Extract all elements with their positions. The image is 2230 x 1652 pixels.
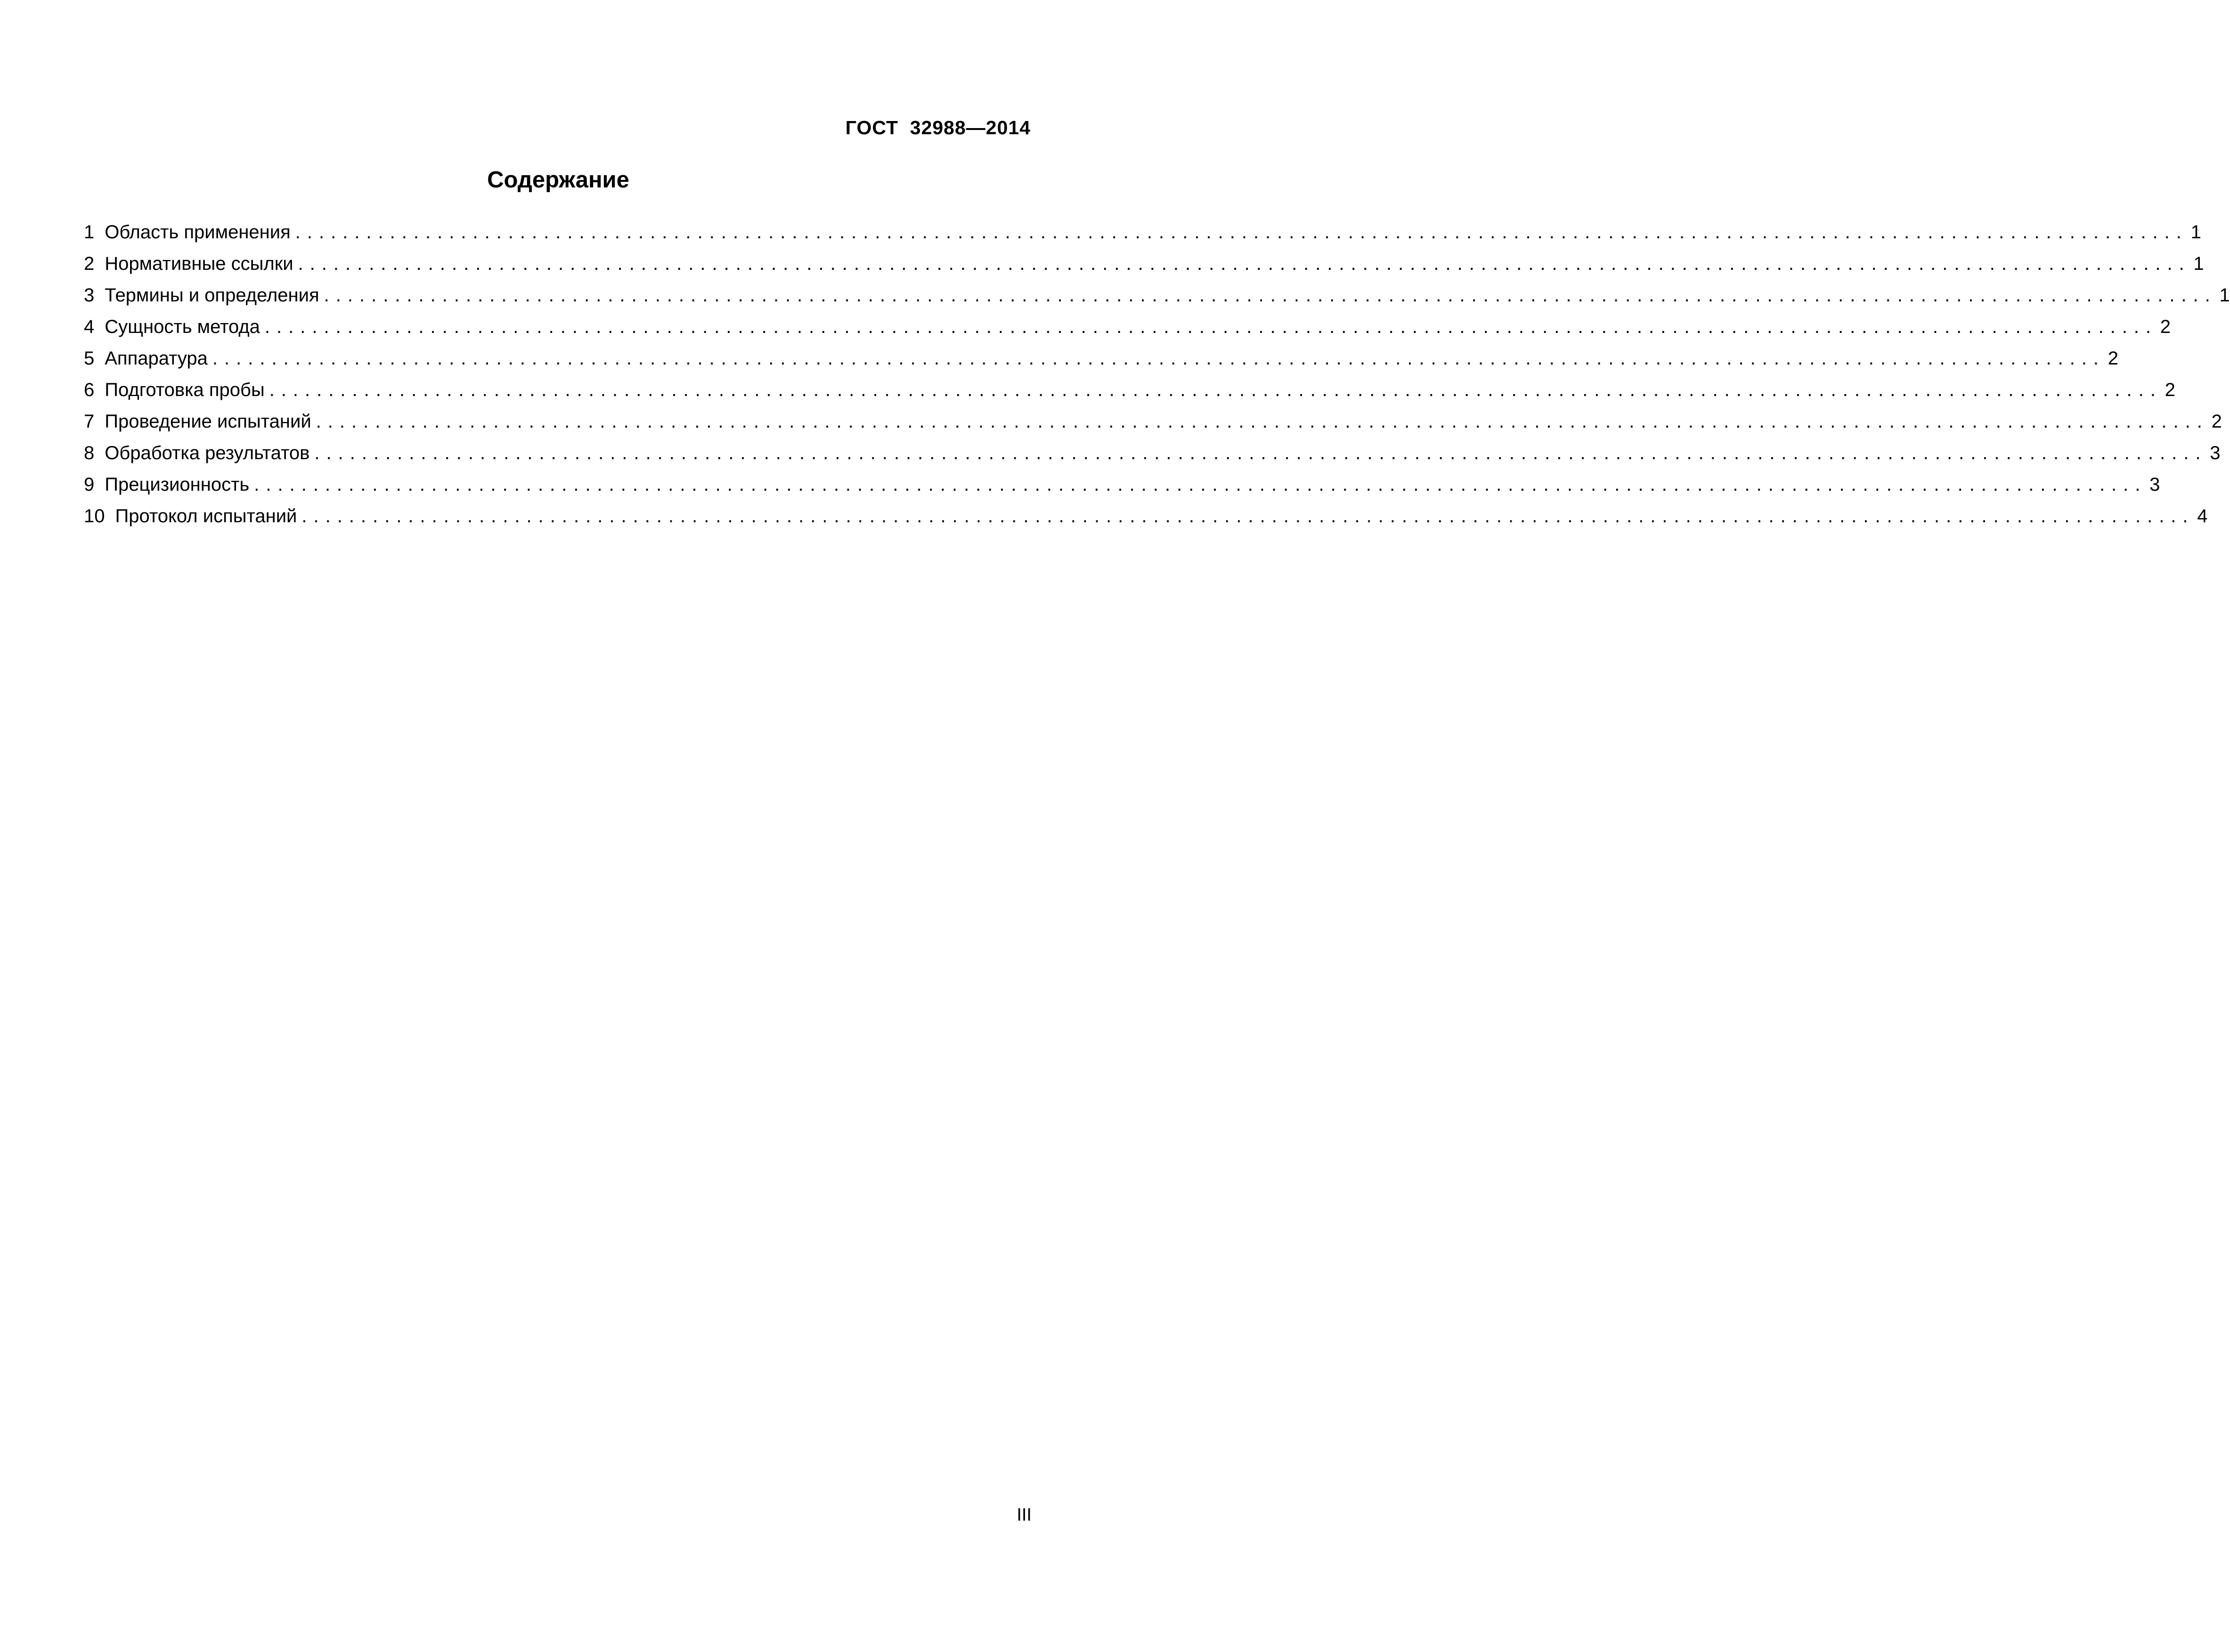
toc-entry[interactable] xyxy=(84,217,2201,248)
toc-entry-title: Проведение испытаний xyxy=(105,411,311,432)
toc-dot-leader: ................................................................................................................................................................ xyxy=(212,348,2106,369)
toc-entry-number: 6 xyxy=(84,380,95,400)
toc-entry-title: Аппаратура xyxy=(105,348,208,369)
toc-entry[interactable] xyxy=(84,374,2175,406)
page-number: III xyxy=(1017,1505,1032,1525)
toc-entry-number: 4 xyxy=(84,316,95,337)
toc-dot-leader: ................................................................................................................................................................ xyxy=(316,411,2209,432)
toc-entry-number: 7 xyxy=(84,411,95,432)
toc-entry-page: 2 xyxy=(2211,411,2222,432)
toc-entry-title: Термины и определения xyxy=(105,285,319,306)
toc-entry[interactable] xyxy=(84,469,2160,501)
toc-entry-page: 3 xyxy=(2149,474,2160,495)
toc-dot-leader: ................................................................................................................................................................ xyxy=(254,474,2147,495)
toc-entry-page: 3 xyxy=(2210,443,2221,463)
toc-entry-title: Область применения xyxy=(105,222,291,243)
toc-dot-leader: ................................................................................................................................................................ xyxy=(301,506,2195,526)
toc-entry-number: 2 xyxy=(84,253,95,274)
toc-dot-leader: ................................................................................................................................................................ xyxy=(269,380,2162,400)
toc-entry-page: 1 xyxy=(2190,222,2201,243)
table-of-contents xyxy=(84,217,2230,532)
toc-entry-page: 1 xyxy=(2193,253,2204,274)
toc-entry-number: 5 xyxy=(84,348,95,369)
toc-dot-leader: ................................................................................................................................................................ xyxy=(324,285,2217,306)
toc-entry-title: Нормативные ссылки xyxy=(105,253,293,274)
toc-entry-number: 9 xyxy=(84,474,95,495)
toc-entry-title: Обработка результатов xyxy=(105,443,310,463)
toc-entry[interactable] xyxy=(84,248,2204,280)
document-code: ГОСТ 32988—2014 xyxy=(845,117,1031,138)
toc-title: Содержание xyxy=(487,167,629,193)
toc-entry-number: 1 xyxy=(84,222,95,243)
toc-entry[interactable] xyxy=(84,280,2230,311)
toc-entry-page: 2 xyxy=(2160,316,2171,337)
toc-entry-number: 8 xyxy=(84,443,95,463)
toc-entry-page: 4 xyxy=(2197,506,2208,526)
toc-entry-page: 2 xyxy=(2165,380,2175,400)
toc-dot-leader: ................................................................................................................................................................ xyxy=(314,443,2207,463)
toc-entry-number: 3 xyxy=(84,285,95,306)
toc-entry-title: Прецизионность xyxy=(105,474,250,495)
toc-entry-title: Подготовка пробы xyxy=(105,380,265,400)
toc-entry[interactable] xyxy=(84,311,2171,343)
toc-entry[interactable] xyxy=(84,437,2221,469)
toc-dot-leader: ................................................................................................................................................................ xyxy=(264,316,2158,337)
toc-entry-page: 1 xyxy=(2219,285,2230,306)
toc-entry[interactable] xyxy=(84,501,2208,532)
toc-entry[interactable] xyxy=(84,343,2119,374)
toc-dot-leader: ................................................................................................................................................................ xyxy=(295,222,2188,243)
toc-entry-page: 2 xyxy=(2108,348,2119,369)
toc-entry-title: Протокол испытаний xyxy=(115,506,297,526)
toc-dot-leader: ................................................................................................................................................................ xyxy=(298,253,2191,274)
toc-entry-number: 10 xyxy=(84,506,105,526)
toc-entry-title: Сущность метода xyxy=(105,316,260,337)
toc-entry[interactable] xyxy=(84,406,2222,437)
